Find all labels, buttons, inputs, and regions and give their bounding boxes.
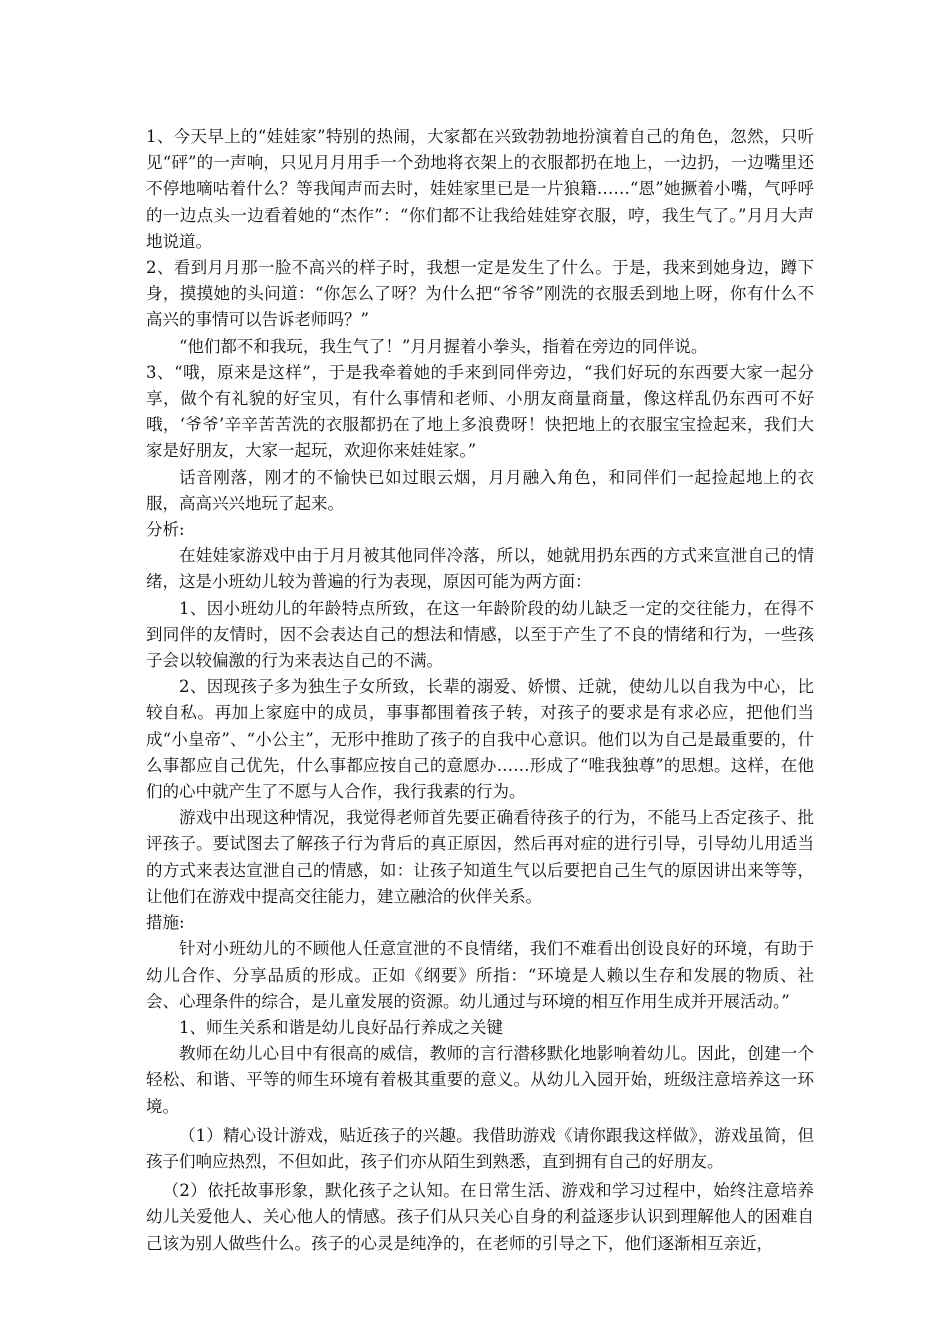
paragraph-16: （2）依托故事形象，默化孩子之认知。在日常生活、游戏和学习过程中，始终注意培养幼儿关爱他人、关心他人的情感。孩子们从只关心自身的利益逐步认识到理解他人的困难自己该为别人做些什么。孩子的心灵是纯净的，在老师的引导之下，他们逐渐相互亲近， — [146, 1181, 814, 1253]
paragraph-3: “他们都不和我玩，我生气了！”月月握着小拳头，指着在旁边的同伴说。 — [179, 336, 708, 356]
paragraph-9: 2、因现孩子多为独生子女所致，长辈的溺爱、娇惯、迁就，使幼儿以自我为中心，比较自私。再加上家庭中的成员，事事都围着孩子转，对孩子的要求是有求必应，把他们当成“小皇帝”、“小公主”，无形中推助了孩子的自我中心意识。他们以为自己是最重要的，什么事都应自己优先，什么事都应按自己的意愿办……形成了“唯我独尊”的思想。这样，在他们的心中就产生了不愿与人合作，我行我素的行为。 — [146, 677, 814, 802]
paragraph-15: （1）精心设计游戏，贴近孩子的兴趣。我借助游戏《请你跟我这样做》，游戏虽简，但孩子们响应热烈，不但如此，孩子们亦从陌生到熟悉，直到拥有自己的好朋友。 — [146, 1125, 814, 1171]
paragraph-14: 教师在幼儿心目中有很高的威信，教师的言行潜移默化地影响着幼儿。因此，创建一个轻松、和谐、平等的师生环境有着极其重要的意义。从幼儿入园开始，班级注意培养这一环境。 — [146, 1044, 814, 1116]
paragraph-5: 话音刚落，刚才的不愉快已如过眼云烟，月月融入角色，和同伴们一起捡起地上的衣服，高高兴兴地玩了起来。 — [146, 467, 814, 513]
paragraph-7: 在娃娃家游戏中由于月月被其他同伴冷落，所以，她就用扔东西的方式来宣泄自己的情绪，这是小班幼儿较为普遍的行为表现，原因可能为两方面： — [146, 546, 814, 592]
subheading-1: 1、师生关系和谐是幼儿良好品行养成之关键 — [179, 1017, 503, 1037]
paragraph-8: 1、因小班幼儿的年龄特点所致，在这一年龄阶段的幼儿缺乏一定的交往能力，在得不到同伴的友情时，因不会表达自己的想法和情感，以至于产生了不良的情绪和行为，一些孩子会以较偏激的行为来表达自己的不满。 — [146, 598, 814, 671]
paragraph-1: 1、今天早上的“娃娃家”特别的热闹，大家都在兴致勃勃地扮演着自己的角色，忽然，只听见“砰”的一声响，只见月月用手一个劲地将衣架上的衣服都扔在地上，一边扔，一边嘴里还不停地嘀咕着什么？等我闻声而去时，娃娃家里已是一片狼籍……“恩”她撅着小嘴，气呼呼的一边点头一边看着她的“杰作”：“你们都不让我给娃娃穿衣服，哼，我生气了。”月月大声地说道。 — [146, 127, 814, 251]
section-heading-analysis: 分析: — [146, 520, 185, 540]
section-heading-measures: 措施: — [146, 913, 185, 933]
paragraph-12: 针对小班幼儿的不顾他人任意宣泄的不良情绪，我们不难看出创设良好的环境，有助于幼儿合作、分享品质的形成。正如《纲要》所指：“环境是人赖以生存和发展的物质、社会、心理条件的综合，是儿童发展的资源。幼儿通过与环境的相互作用生成并开展活动。” — [146, 939, 814, 1011]
paragraph-10: 游戏中出现这种情况，我觉得老师首先要正确看待孩子的行为，不能马上否定孩子、批评孩子。要试图去了解孩子行为背后的真正原因，然后再对症的进行引导，引导幼儿用适当的方式来表达宣泄自己的情感，如：让孩子知道生气以后要把自己生气的原因讲出来等等，让他们在游戏中提高交往能力，建立融洽的伙伴关系。 — [146, 808, 814, 906]
document-body — [146, 124, 814, 1257]
paragraph-2: 2、看到月月那一脸不高兴的样子时，我想一定是发生了什么。于是，我来到她身边，蹲下身，摸摸她的头问道：“你怎么了呀？为什么把“爷爷”刚洗的衣服丢到地上呀，你有什么不高兴的事情可以告诉老师吗？” — [146, 258, 814, 330]
paragraph-4: 3、“哦，原来是这样”，于是我牵着她的手来到同伴旁边，“我们好玩的东西要大家一起分享，做个有礼貌的好宝贝，有什么事情和老师、小朋友商量商量，像这样乱仍东西可不好哦，‘爷爷’辛辛苦苦洗的衣服都扔在了地上多浪费呀！快把地上的衣服宝宝捡起来，我们大家是好朋友，大家一起玩，欢迎你来娃娃家。” — [146, 362, 814, 461]
